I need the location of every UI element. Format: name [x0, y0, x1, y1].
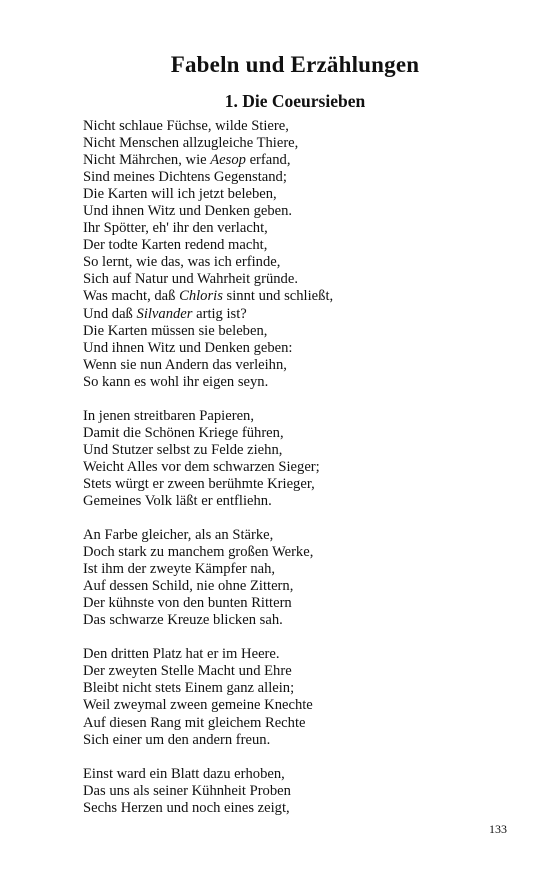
poem-title: 1. Die Coeursieben [224, 91, 366, 111]
poem-line: Die Karten will ich jetzt beleben, [83, 186, 277, 203]
italic-name: Aesop [210, 152, 246, 169]
poem-line: Und ihnen Witz und Denken geben: [83, 339, 293, 356]
line-text: artig ist? [192, 305, 247, 322]
poem-line: Weil zweymal zween gemeine Knechte [83, 697, 313, 714]
poem-line: Ist ihm der zweyte Kämpfer nah, [83, 561, 276, 578]
stanza [83, 766, 503, 817]
poem-line: Wenn sie nun Andern das verleihn, [83, 356, 287, 373]
poem-line: Der kühnste von den bunten Rittern [83, 595, 292, 612]
poem-line: Sechs Herzen und noch eines zeigt, [83, 799, 290, 816]
poem-line: Damit die Schönen Kriege führen, [83, 424, 284, 441]
poem-line: Die Karten müssen sie beleben, [83, 322, 268, 339]
italic-name: Chloris [179, 288, 223, 305]
poem-line: Das uns als seiner Kühnheit Proben [83, 782, 291, 799]
poem-line: So lernt, wie das, was ich erfinde, [83, 254, 281, 271]
stanza [83, 408, 503, 510]
poem-line: Der zweyten Stelle Macht und Ehre [83, 663, 292, 680]
poem-line: Nicht schlaue Füchse, wilde Stiere, [83, 118, 289, 134]
line-text: Und daß [83, 305, 137, 322]
line-text: Nicht Mährchen, wie [83, 152, 211, 169]
poem-line: Auf dessen Schild, nie ohne Zittern, [83, 578, 294, 595]
poem-line: Nicht Menschen allzugleiche Thiere, [83, 135, 299, 152]
poem-line: Auf diesen Rang mit gleichem Rechte [83, 714, 306, 731]
stanza [83, 646, 503, 748]
stanza [83, 118, 503, 391]
poem-line: So kann es wohl ihr eigen seyn. [83, 373, 269, 390]
stanza [83, 527, 503, 629]
poem-line: An Farbe gleicher, als an Stärke, [83, 527, 274, 544]
poem-line [83, 288, 503, 305]
poem-line [83, 152, 503, 169]
line-text: sinnt und schließt, [222, 288, 334, 305]
poem-line: In jenen streitbaren Papieren, [83, 407, 254, 424]
italic-name: Silvander [136, 305, 193, 322]
page-number: 133 [489, 822, 507, 836]
poem-line: Und Stutzer selbst zu Felde ziehn, [83, 441, 283, 458]
poem-body [83, 118, 503, 834]
poem-line: Der todte Karten redend macht, [83, 237, 268, 254]
poem-line: Bleibt nicht stets Einem ganz allein; [83, 680, 295, 697]
poem-line: Sich einer um den andern freun. [83, 731, 271, 748]
poem-line: Und ihnen Witz und Denken geben. [83, 203, 293, 220]
poem-line: Stets würgt er zween berühmte Krieger, [83, 475, 315, 492]
poem-line: Sind meines Dichtens Gegenstand; [83, 169, 287, 186]
line-text: erfand, [245, 152, 291, 169]
poem-line: Den dritten Platz hat er im Heere. [83, 646, 280, 663]
poem-line: Gemeines Volk läßt er entfliehn. [83, 492, 272, 509]
poem-line: Doch stark zu manchem großen Werke, [83, 544, 314, 561]
poem-line: Sich auf Natur und Wahrheit gründe. [83, 271, 298, 288]
poem-line: Einst ward ein Blatt dazu erhoben, [83, 765, 285, 782]
poem-line: Das schwarze Kreuze blicken sah. [83, 612, 283, 629]
line-text: Was macht, daß [83, 288, 180, 305]
poem-line [83, 306, 503, 323]
poem-line: Ihr Spötter, eh' ihr den verlacht, [83, 220, 268, 237]
section-title: Fabeln und Erzählungen [170, 52, 420, 77]
poem-line: Weicht Alles vor dem schwarzen Sieger; [83, 458, 320, 475]
